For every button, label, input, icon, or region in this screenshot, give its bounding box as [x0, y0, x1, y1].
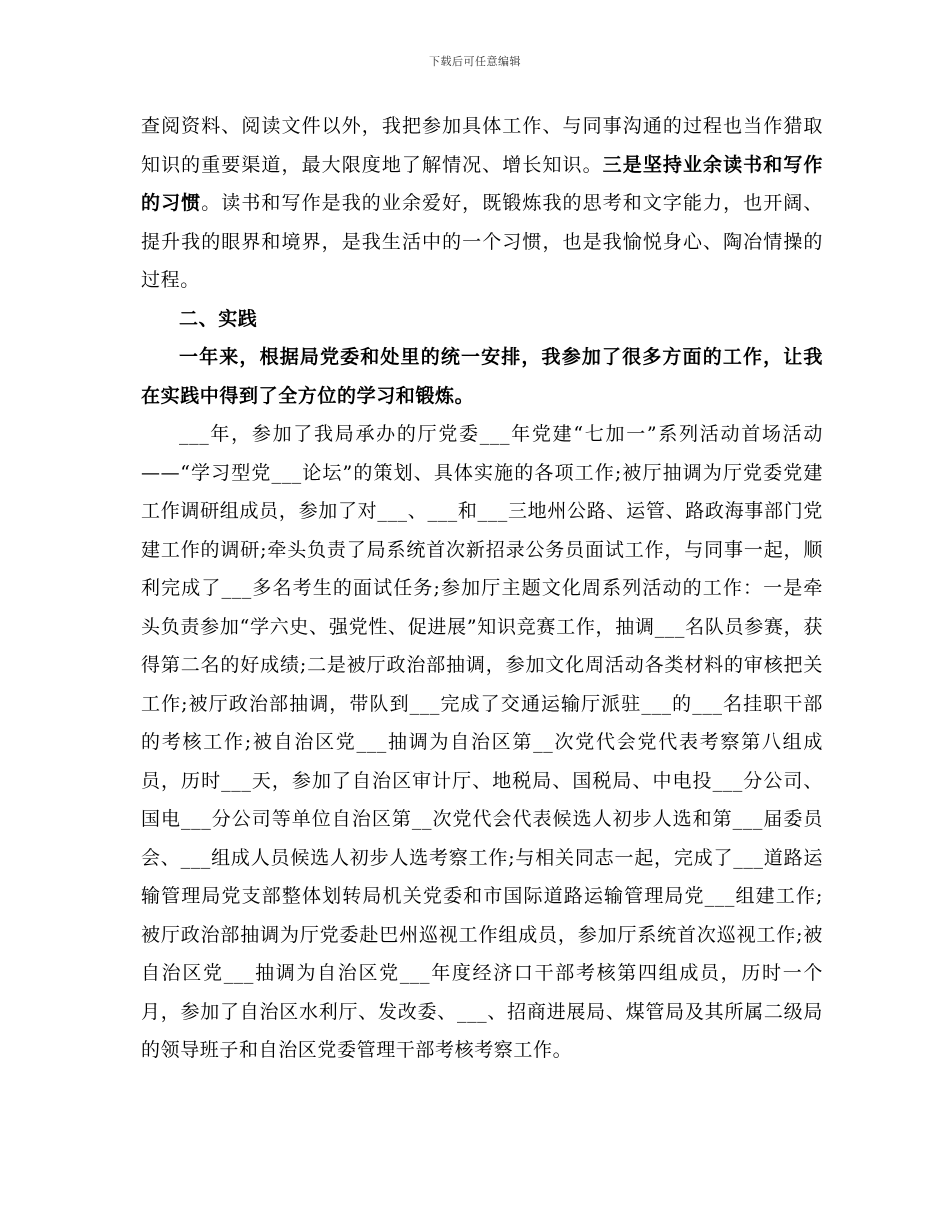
- page-header: 下载后可任意编辑: [429, 55, 521, 68]
- paragraph-text: 。读书和写作是我的业余爱好，既锻炼我的思考和文字能力，也开阔、提升我的眼界和境界，是我生活中的一个习惯，也是我愉悦身心、陶冶情操的过程。: [141, 192, 823, 291]
- paragraph-reading-habits: [141, 107, 823, 300]
- section-heading-practice: 二、实践: [179, 307, 258, 330]
- emphasis-text: 三是坚持业余读书和写作的习惯: [141, 153, 823, 214]
- paragraph-practice-details: ___年，参加了我局承办的厅党委___年党建“七加一”系列活动首场活动——“学习型党___论坛”的策划、具体实施的各项工作;被厅抽调为厅党委党建工作调研组成员，参加了对___、___和___三地州公路、运管、路政海事部门党建工作的调研;牵头负责了局系统首次新招录公务员面试工作，与同事一起，顺利完成了___多名考生的面试任务;参加厅主题文化周系列活动的工作：一是牵头负责参加“学六史、强党性、促进展”知识竞赛工作，抽调___名队员参赛，获得第二名的好成绩;二是被厅政治部抽调，参加文化周活动各类材料的审核把关工作;被厅政治部抽调，带队到___完成了交通运输厅派驻___的___名挂职干部的考核工作;被自治区党___抽调为自治区第__次党代会党代表考察第八组成员，历时___天，参加了自治区审计厅、地税局、国税局、中电投___分公司、国电___分公司等单位自治区第__次党代会代表候选人初步人选和第___届委员会、___组成人员候选人初步人选考察工作;与相关同志一起，完成了___道路运输管理局党支部整体划转局机关党委和市国际道路运输管理局党___组建工作;被厅政治部抽调为厅党委赴巴州巡视工作组成员，参加厅系统首次巡视工作;被自治区党___抽调为自治区党___年度经济口干部考核第四组成员，历时一个月，参加了自治区水利厅、发改委、___、招商进展局、煤管局及其所属二级局的领导班子和自治区党委管理干部考核考察工作。: [141, 423, 823, 1061]
- document-body: [141, 107, 823, 1070]
- paragraph-text: 查阅资料、阅读文件以外，我把参加具体工作、与同事沟通的过程也当作猎取知识的重要渠道，最大限度地了解情况、增长知识。: [141, 115, 823, 176]
- paragraph-practice-summary: 一年来，根据局党委和处里的统一安排，我参加了很多方面的工作，让我在实践中得到了全方位的学习和锻炼。: [141, 346, 823, 407]
